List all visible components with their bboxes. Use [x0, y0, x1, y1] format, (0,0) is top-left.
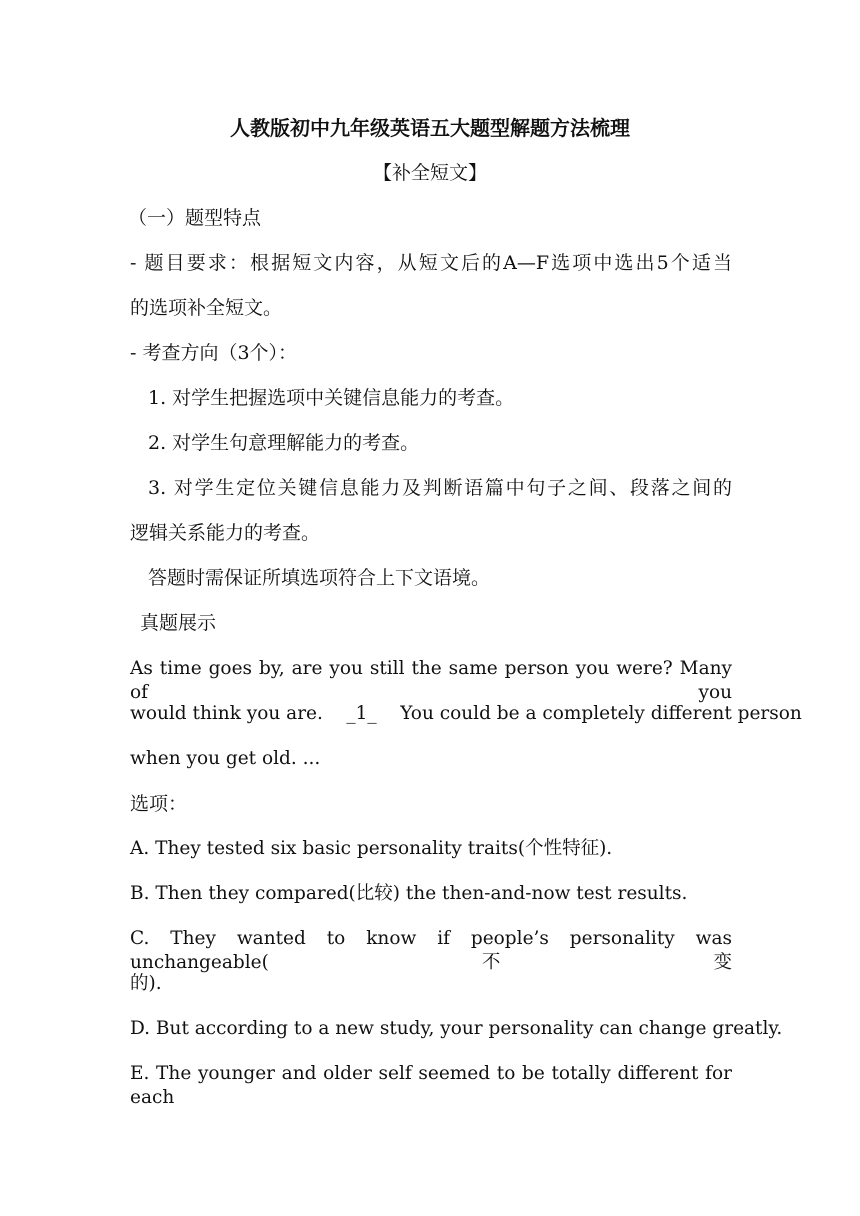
- option-c-line-2: 的).: [130, 973, 162, 994]
- document-title: 人教版初中九年级英语五大题型解题方法梳理: [230, 116, 630, 140]
- passage-line-1: As time goes by, are you still the same person you were? Many of you: [130, 658, 732, 703]
- requirement-line-2: 的选项补全短文。: [130, 297, 283, 319]
- option-d: D. But according to a new study, your personality can change greatly.: [130, 1018, 783, 1039]
- focus-item-3-line-1: 3. 对学生定位关键信息能力及判断语篇中句子之间、段落之间的: [148, 477, 732, 499]
- option-c-line-1: C. They wanted to know if people’s personality was unchangeable(不变: [130, 928, 732, 973]
- passage-line-3: when you get old. ...: [130, 748, 321, 769]
- option-a: A. They tested six basic personality traits(个性特征).: [130, 838, 613, 859]
- subsection-heading: （一）题型特点: [128, 207, 262, 229]
- options-label: 选项：: [130, 793, 188, 815]
- focus-item-1: 1. 对学生把握选项中关键信息能力的考查。: [148, 387, 515, 409]
- example-heading: 真题展示: [140, 612, 217, 634]
- focus-intro: - 考查方向（3个）：: [130, 342, 298, 364]
- focus-item-2: 2. 对学生句意理解能力的考查。: [148, 432, 420, 454]
- requirement-line-1: - 题目要求：根据短文内容，从短文后的A—F选项中选出5个适当: [130, 252, 732, 274]
- passage-line-2: would think you are. _1_ You could be a completely different person: [130, 703, 802, 724]
- option-b: B. Then they compared(比较) the then-and-now test results.: [130, 883, 688, 904]
- option-e-line-1: E. The younger and older self seemed to be totally different for each: [130, 1063, 732, 1108]
- focus-item-3-line-2: 逻辑关系能力的考查。: [130, 522, 321, 544]
- answer-tip: 答题时需保证所填选项符合上下文语境。: [148, 567, 491, 589]
- section-heading: 【补全短文】: [372, 162, 487, 184]
